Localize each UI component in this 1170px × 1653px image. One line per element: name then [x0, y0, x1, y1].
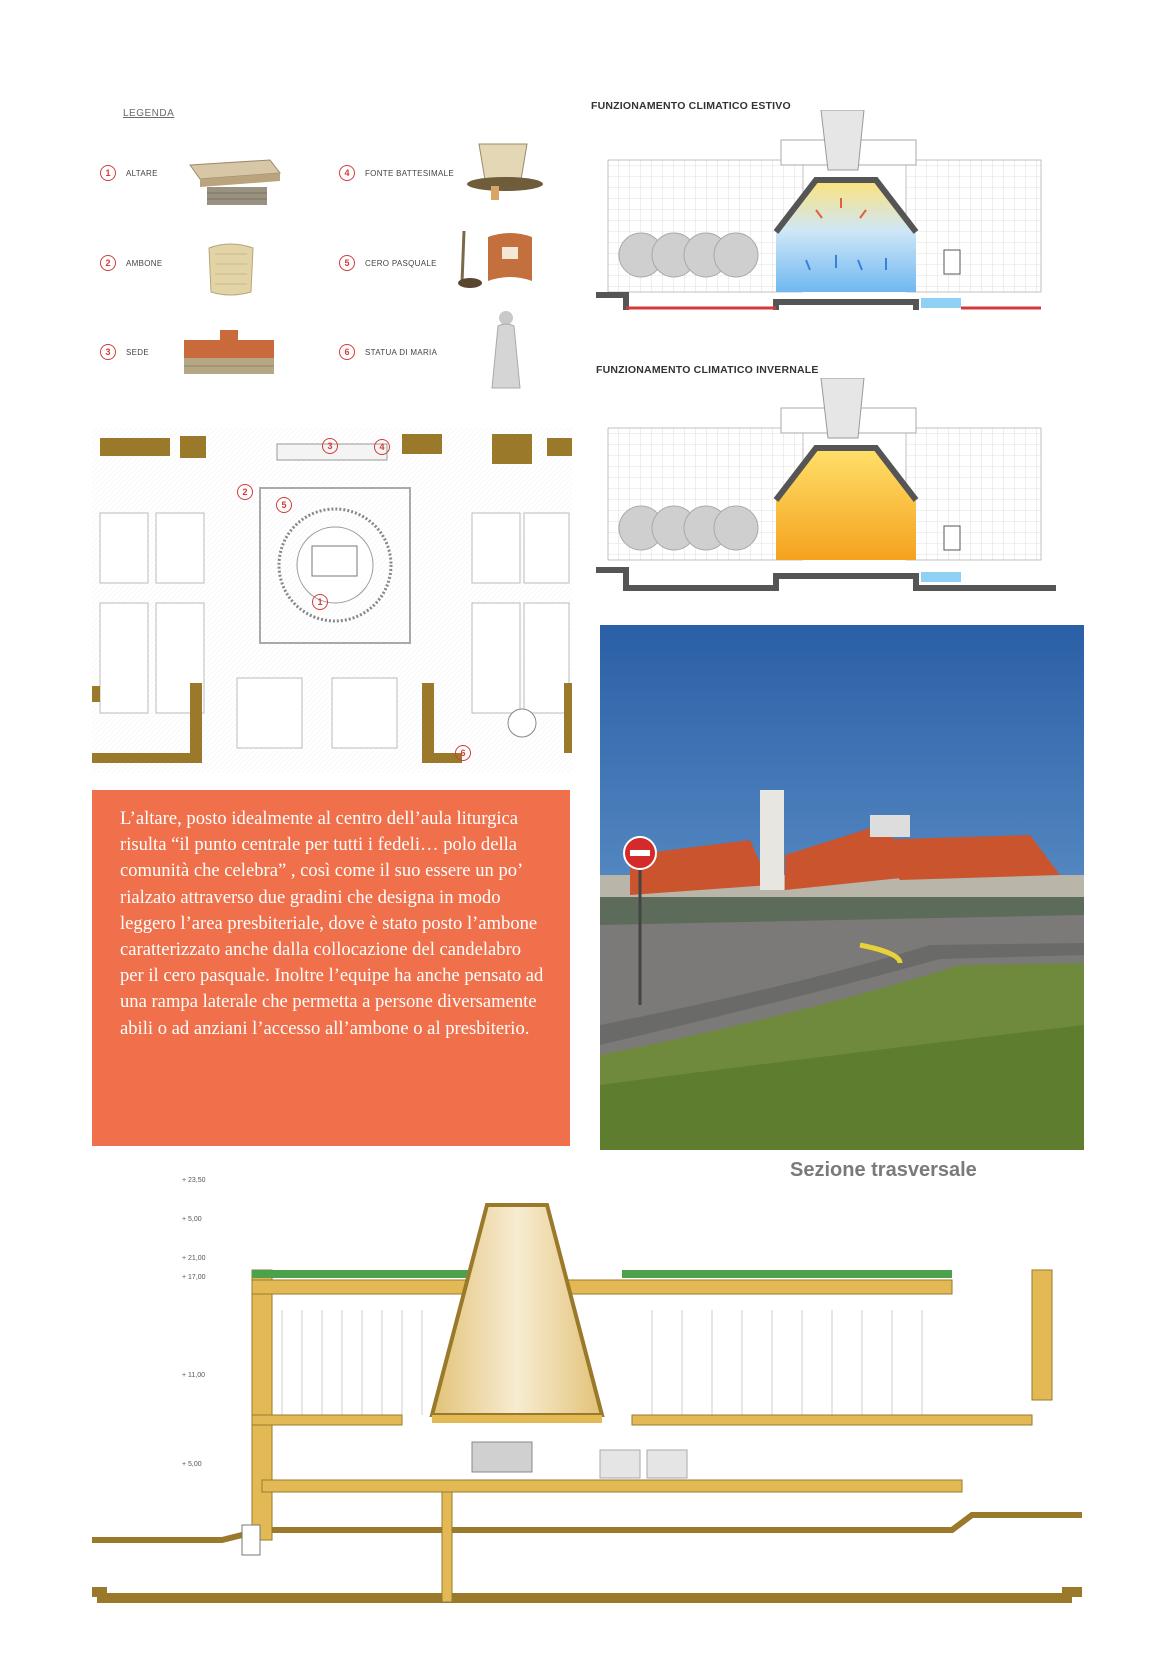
- legend-label: FONTE BATTESIMALE: [365, 168, 454, 178]
- legend-number: 4: [339, 165, 355, 181]
- legend-number: 3: [100, 344, 116, 360]
- altare-image: [185, 155, 285, 210]
- summer-diagram-title: FUNZIONAMENTO CLIMATICO ESTIVO: [591, 100, 791, 112]
- legend-number: 1: [100, 165, 116, 181]
- level-label: + 11,00: [182, 1372, 206, 1379]
- level-label: + 5,00: [182, 1461, 202, 1468]
- plan-marker-cero: 5: [276, 497, 292, 513]
- legend-number: 5: [339, 255, 355, 271]
- cross-section-drawing: [92, 1180, 1092, 1620]
- plan-marker-altare: 1: [312, 594, 328, 610]
- winter-climate-diagram: [596, 378, 1056, 598]
- plan-marker-ambone: 2: [237, 484, 253, 500]
- fonte-battesimale-image: [465, 142, 547, 202]
- legend-item-cero-pasquale: [339, 253, 437, 273]
- legend-number: 6: [339, 344, 355, 360]
- level-label: + 5,00: [182, 1216, 202, 1223]
- level-label: + 17,00: [182, 1274, 206, 1281]
- summer-climate-diagram: [596, 110, 1056, 310]
- church-photo: [600, 625, 1084, 1150]
- level-label: + 23,50: [182, 1177, 206, 1184]
- sede-image: [180, 330, 280, 378]
- legend-label: AMBONE: [126, 258, 163, 268]
- legend-item-sede: [100, 342, 149, 362]
- description-text: L’altare, posto idealmente al centro dell’aula liturgica risulta “il punto centrale per tutti i fedeli… polo della comunità che celebra” , così come il suo essere un po’ rialzato attraverso due gradini che designa in modo leggero l’area presbiteriale, dove è stato posto l’ambone caratterizzato anche dalla collocazione del candelabro per il cero pasquale. Inoltre l’equipe ha anche pensato ad una rampa laterale che permetta a persone diversamente abili o ad anziani l’accesso all’ambone o al presbiterio.: [120, 808, 544, 1039]
- floor-plan: [92, 428, 572, 773]
- plan-marker-sede: 3: [322, 438, 338, 454]
- legend-title: LEGENDA: [123, 108, 175, 119]
- legend-number: 2: [100, 255, 116, 271]
- legend-item-statua-maria: [339, 342, 437, 362]
- winter-diagram-title: FUNZIONAMENTO CLIMATICO INVERNALE: [596, 364, 819, 376]
- level-label: + 21,00: [182, 1255, 206, 1262]
- legend-label: ALTARE: [126, 168, 158, 178]
- ambone-image: [205, 240, 260, 298]
- legend-item-ambone: [100, 253, 162, 273]
- legend-item-fonte-battesimale: [339, 163, 454, 183]
- legend-label: CERO PASQUALE: [365, 258, 437, 268]
- legend-label: STATUA DI MARIA: [365, 347, 438, 357]
- section-caption: Sezione trasversale: [790, 1159, 977, 1181]
- description-box: [92, 790, 570, 1146]
- legend-label: SEDE: [126, 347, 149, 357]
- plan-marker-statua: 6: [455, 745, 471, 761]
- plan-marker-fonte: 4: [374, 439, 390, 455]
- cero-pasquale-image: [450, 225, 545, 293]
- statua-maria-image: [486, 308, 526, 393]
- legend-item-altare: [100, 163, 158, 183]
